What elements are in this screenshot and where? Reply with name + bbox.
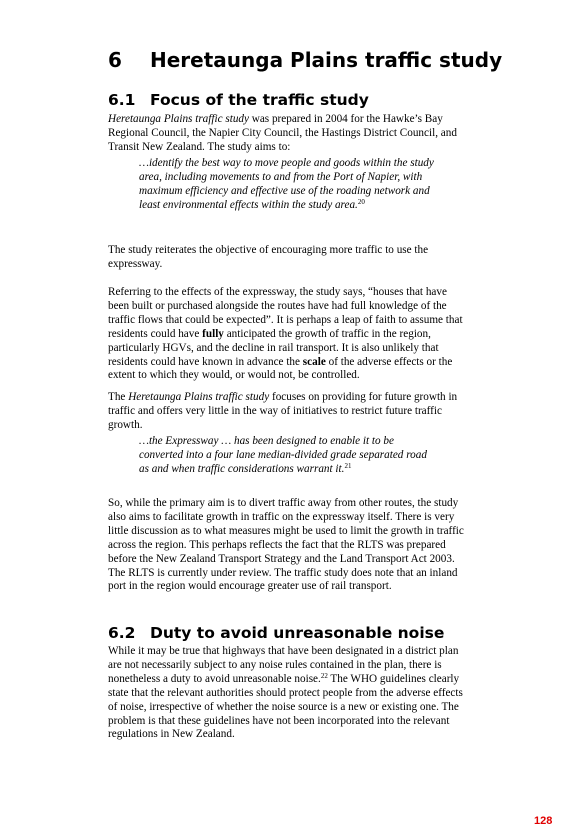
block-quote (139, 435, 439, 477)
chapter-number: 6 (108, 48, 122, 72)
paragraph-text: anticipated the growth of traffic in the region, particularly HGVs, and the decline in rail transport. It is also unlikely that residents could have known in advance the (108, 327, 439, 368)
paragraph-text: The WHO guidelines clearly state that the relevant authorities should protect people from the adverse effects of noise, irrespective of whether the noise source is a new or existing one. The problem is that these guidelines have not been incorporated into the relevant regulations in New Zealand. (108, 672, 463, 741)
section-heading-6-2 (108, 624, 444, 642)
study-title-italic: Heretaunga Plains traffic study (108, 113, 249, 125)
paragraph: The study reiterates the objective of encouraging more traffic to use the expressway. (108, 244, 429, 270)
paragraph-text: While it may be true that highways that have been designated in a district plan are not necessarily subject to any noise rules contained in the plan, there is nonetheless a duty to avoid unreasonable noise. (108, 645, 459, 685)
block-quote (139, 157, 439, 213)
footnote-ref: 21 (344, 461, 352, 470)
paragraph-text: focuses on providing for future growth in traffic and offers very little in the way of initiatives to restrict future traffic growth. (108, 391, 458, 431)
paragraph (108, 391, 470, 433)
paragraph (108, 113, 470, 155)
page-number: 128 (534, 815, 553, 827)
quote-text: …identify the best way to move people and goods within the study area, including movements to and from the Port of Napier, with maximum efficiency and effective use of the roading network and least environmental effects within the study area. (139, 157, 434, 211)
footnote-ref: 22 (320, 671, 328, 680)
study-title-italic: Heretaunga Plains traffic study (128, 391, 270, 403)
paragraph-text: The (108, 391, 129, 403)
bold-text: scale (302, 355, 326, 368)
section-title: Focus of the traffic study (150, 91, 369, 109)
section-heading-6-1 (108, 91, 369, 109)
section-title: Duty to avoid unreasonable noise (150, 624, 445, 642)
chapter-title: Heretaunga Plains traffic study (150, 48, 503, 72)
paragraph-text: Referring to the effects of the expressway, the study says, “houses that have been built or purchased alongside the routes have had full knowledge of the traffic flows that could be expected”. It is perhaps a leap of faith to assume that residents could have (108, 286, 463, 340)
chapter-heading (108, 48, 502, 72)
footnote-ref: 20 (357, 197, 365, 206)
bold-text: fully (202, 327, 224, 340)
paragraph-text: of the adverse effects or the extent to which they would, or would not, be controlled. (108, 355, 453, 382)
paragraph (108, 645, 470, 742)
section-number: 6.2 (108, 624, 136, 642)
paragraph (108, 286, 470, 383)
paragraph: So, while the primary aim is to divert traffic away from other routes, the study also aims to facilitate growth in traffic on the expressway itself. There is very little discussion as to what measures might be used to limit the growth in traffic across the region. This perhaps reflects the fact that the RLTS was prepared before the New Zealand Transport Strategy and the Land Transport Act 2003. The RLTS is currently under review. The traffic study does note that an inland port in the region would encourage greater use of rail transport. (108, 497, 464, 593)
paragraph-text: was prepared in 2004 for the Hawke’s Bay Regional Council, the Napier City Council, the Hastings District Council, and Transit New Zealand. The study aims to: (108, 113, 457, 153)
section-number: 6.1 (108, 91, 136, 109)
quote-text: …the Expressway … has been designed to enable it to be converted into a four lane median-divided grade separated road as and when traffic considerations warrant it. (139, 435, 427, 475)
